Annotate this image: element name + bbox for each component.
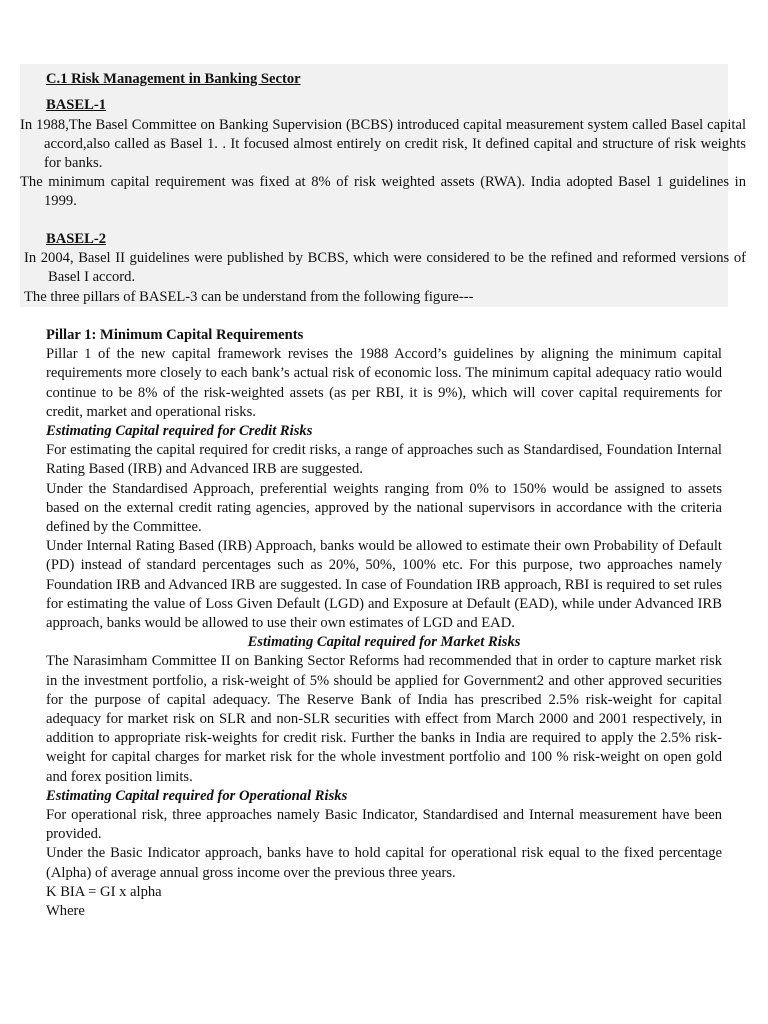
market-risk-heading: Estimating Capital required for Market Risks bbox=[247, 634, 521, 651]
basel2-paragraph-2: The three pillars of BASEL-3 can be understand from the following figure--- bbox=[24, 289, 474, 305]
pillar1-heading: Pillar 1: Minimum Capital Requirements bbox=[46, 327, 304, 343]
operational-risk-paragraph-1: For operational risk, three approaches namely Basic Indicator, Standardised and Internal measurement have been provided. bbox=[46, 807, 722, 843]
formula-text: K BIA = GI x alpha bbox=[46, 883, 162, 900]
section-title: C.1 Risk Management in Banking Sector bbox=[46, 71, 301, 87]
operational-risk-heading: Estimating Capital required for Operational Risks bbox=[46, 787, 348, 804]
market-risk-paragraph: The Narasimham Committee II on Banking Sector Reforms had recommended that in order to capture market risk in the investment portfolio, a risk-weight of 5% should be applied for Government2 and other approved securities for the purpose of capital adequacy. The Reserve Bank of India has prescribed 2.5% risk-weight for capital adequacy for market risk on SLR and non-SLR securities with effect from March 2000 and 2001 respectively, in addition to appropriate risk-weights for credit risk. Further the banks in India are required to apply the 2.5% risk-weight for capital charges for market risk for the whole investment portfolio and 100 % risk-weight on open gold and forex position limits. bbox=[46, 653, 722, 785]
credit-risk-heading: Estimating Capital required for Credit Risks bbox=[46, 423, 313, 440]
where-text: Where bbox=[46, 903, 85, 920]
pillar1-intro: Pillar 1 of the new capital framework revises the 1988 Accord’s guidelines by aligning the minimum capital requirements more closely to each bank’s actual risk of economic loss. The minimum capital adequacy ratio would continue to be 8% of the risk-weighted assets (as per RBI, it is 9%), which will cover capital requirements for credit, market and operational risks. bbox=[46, 346, 722, 420]
basel1-heading: BASEL-1 bbox=[46, 97, 107, 113]
credit-risk-paragraph-2: Under the Standardised Approach, preferential weights ranging from 0% to 150% would be assigned to assets based on the external credit rating agencies, approved by the national supervisors in accordance with the criteria defined by the Committee. bbox=[46, 480, 722, 536]
basel2-heading: BASEL-2 bbox=[46, 231, 107, 247]
basel1-paragraph-2: The minimum capital requirement was fixed at 8% of risk weighted assets (RWA). India adopted Basel 1 guidelines in 1999. bbox=[20, 174, 746, 210]
basel2-paragraph-1: In 2004, Basel II guidelines were published by BCBS, which were considered to be the refined and reformed versions of Basel I accord. bbox=[24, 250, 746, 286]
credit-risk-paragraph-1: For estimating the capital required for credit risks, a range of approaches such as Standardised, Foundation Internal Rating Based (IRB) and Advanced IRB are suggested. bbox=[46, 442, 722, 478]
basel1-paragraph-1: In 1988,The Basel Committee on Banking Supervision (BCBS) introduced capital measurement system called Basel capital accord,also called as Basel 1. . It focused almost entirely on credit risk, It defined capital and structure of risk weights for banks. bbox=[20, 117, 746, 172]
credit-risk-paragraph-3: Under Internal Rating Based (IRB) Approach, banks would be allowed to estimate their own Probability of Default (PD) instead of standard percentages such as 20%, 50%, 100% etc. For this purpose, two approaches namely Foundation IRB and Advanced IRB are suggested. In case of Foundation IRB approach, RBI is required to set rules for estimating the value of Loss Given Default (LGD) and Exposure at Default (EAD), while under Advanced IRB approach, banks would be allowed to use their own estimates of LGD and EAD. bbox=[46, 538, 722, 632]
operational-risk-paragraph-2: Under the Basic Indicator approach, banks have to hold capital for operational risk equal to the fixed percentage (Alpha) of average annual gross income over the previous three years. bbox=[46, 845, 722, 881]
